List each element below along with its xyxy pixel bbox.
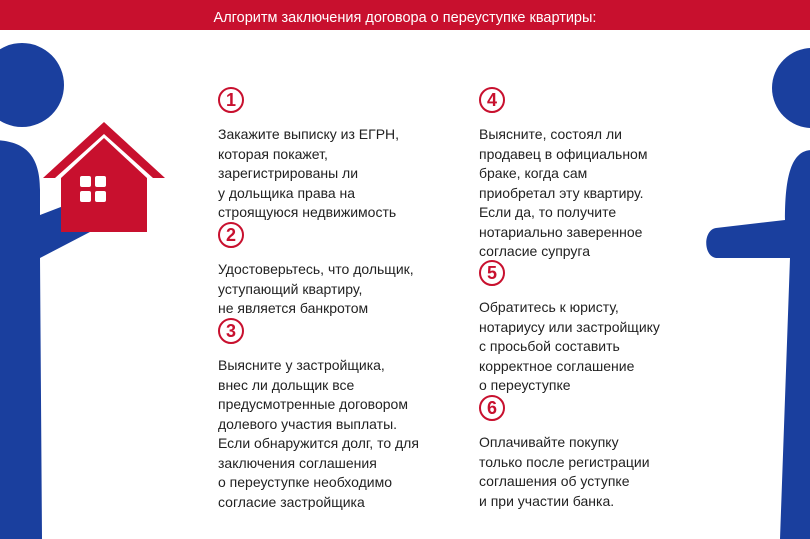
- step-number-5: 5: [479, 260, 505, 286]
- step-text-4: Выясните, состоял ли продавец в официальном браке, когда сам приобретал эту квартиру. Если да, то получите нотариально заверенное согласие супруга: [479, 126, 648, 259]
- step-2: [218, 222, 478, 319]
- step-1: [218, 87, 478, 223]
- step-number-2: 2: [218, 222, 244, 248]
- person-icon: [0, 43, 113, 539]
- step-6: [479, 395, 739, 511]
- step-5: [479, 260, 739, 396]
- step-3: [218, 318, 478, 512]
- house-icon: [43, 122, 165, 232]
- step-number-6: 6: [479, 395, 505, 421]
- step-number-1: 1: [218, 87, 244, 113]
- step-text-6: Оплачивайте покупку только после регистрации соглашения об уступке и при участии банка.: [479, 434, 650, 509]
- step-text-1: Закажите выписку из ЕГРН, которая покажет, зарегистрированы ли у дольщика права на строящуюся недвижимость: [218, 126, 400, 220]
- step-number-3: 3: [218, 318, 244, 344]
- step-text-5: Обратитесь к юристу, нотариусу или застройщику с просьбой составить корректное соглашение о переуступке: [479, 299, 660, 393]
- step-text-3: Выясните у застройщика, внес ли дольщик все предусмотренные договором долевого участия выплаты. Если обнаружится долг, то для заключения соглашения о переуступке необходимо согласие застройщика: [218, 357, 419, 510]
- step-4: [479, 87, 739, 262]
- step-text-2: Удостоверьтесь, что дольщик, уступающий квартиру, не является банкротом: [218, 261, 414, 316]
- page-title: Алгоритм заключения договора о переуступке квартиры:: [213, 10, 597, 26]
- step-number-4: 4: [479, 87, 505, 113]
